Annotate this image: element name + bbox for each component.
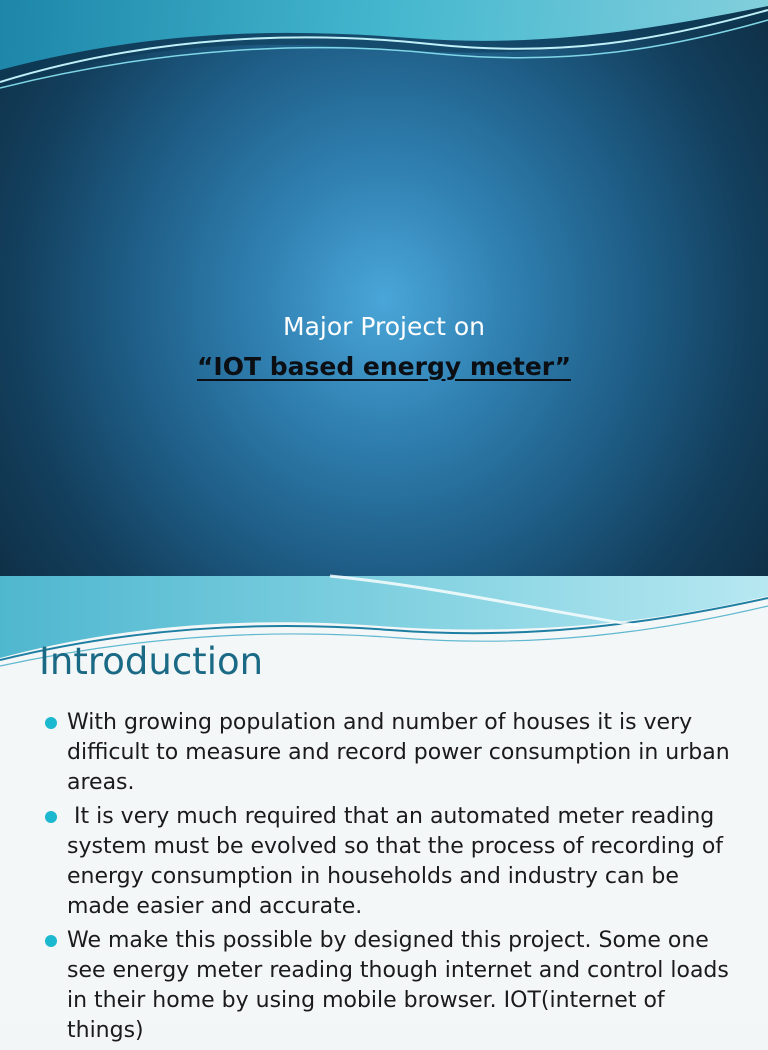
bullet-icon <box>45 811 57 823</box>
slide-heading: Introduction <box>39 640 264 683</box>
bullet-icon <box>45 717 57 729</box>
introduction-slide <box>0 576 768 1043</box>
list-item <box>45 802 745 922</box>
bullet-text: We make this possible by designed this project. Some one see energy meter reading though internet and control loads in their home by using mobile browser. IOT(internet of things) <box>67 928 729 1043</box>
bullet-text: With growing population and number of houses it is very difficult to measure and record power consumption in urban areas. <box>67 710 730 795</box>
list-item <box>45 708 745 798</box>
wave-decoration <box>0 0 768 120</box>
slide-title: Major Project on <box>283 312 485 341</box>
list-item <box>45 926 745 1046</box>
slide-subtitle-container <box>0 352 768 381</box>
bullet-icon <box>45 935 57 947</box>
bullet-list <box>45 708 745 1050</box>
bullet-text: It is very much required that an automated meter reading system must be evolved so that the process of recording of energy consumption in households and industry can be made easier and accurate. <box>67 804 731 919</box>
slide-subtitle: “IOT based energy meter” <box>196 352 571 381</box>
